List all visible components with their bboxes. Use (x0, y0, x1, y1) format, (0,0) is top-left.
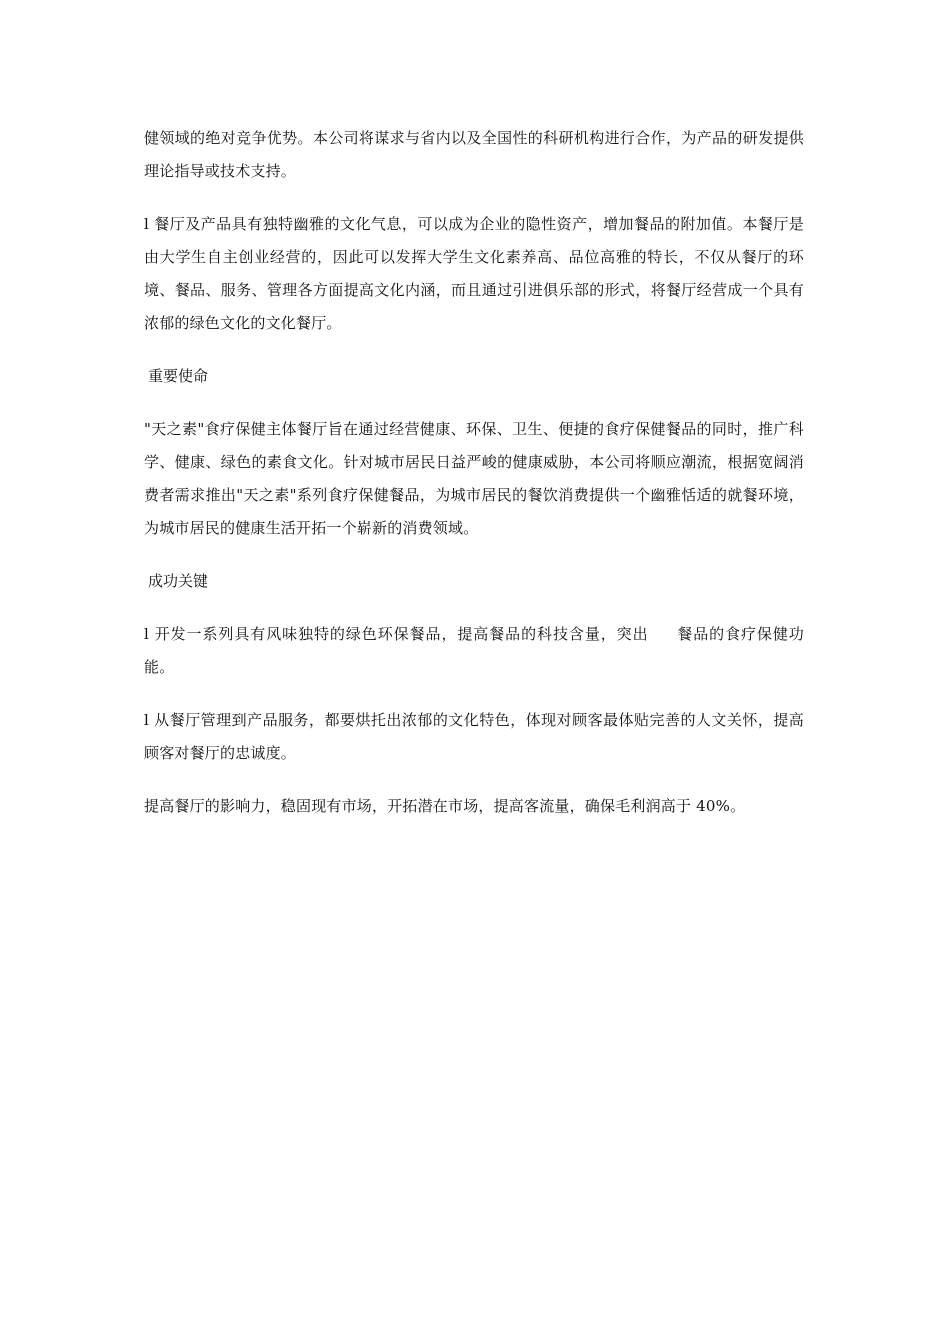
paragraph-success-1-part-a: l 开发一系列具有风味独特的绿色环保餐品，提高餐品的科技含量，突出 (144, 625, 649, 643)
document-body (144, 122, 804, 823)
paragraph-mission: "天之素"食疗保健主体餐厅旨在通过经营健康、环保、卫生、便捷的食疗保健餐品的同时，推广科学、健康、绿色的素食文化。针对城市居民日益严峻的健康威胁，本公司将顺应潮流，根据宽阔消费者需求推出"天之素"系列食疗保健餐品，为城市居民的餐饮消费提供一个幽雅恬适的就餐环境，为城市居民的健康生活开拓一个崭新的消费领域。 (144, 420, 804, 537)
paragraph-success-1-part-b: 餐品的食疗保健功能。 (144, 625, 804, 676)
paragraph-advantage: 健领域的绝对竞争优势。本公司将谋求与省内以及全国性的科研机构进行合作，为产品的研发提供理论指导或技术支持。 (144, 129, 804, 180)
heading-success-keys: 成功关键 (148, 572, 209, 590)
heading-mission: 重要使命 (148, 367, 209, 385)
paragraph-culture: l 餐厅及产品具有独特幽雅的文化气息，可以成为企业的隐性资产，增加餐品的附加值。本餐厅是由大学生自主创业经营的，因此可以发挥大学生文化素养高、品位高雅的特长，不仅从餐厅的环境、餐品、服务、管理各方面提高文化内涵，而且通过引进俱乐部的形式，将餐厅经营成一个具有浓郁的绿色文化的文化餐厅。 (144, 215, 804, 332)
paragraph-success-2: l 从餐厅管理到产品服务，都要烘托出浓郁的文化特色，体现对顾客最体贴完善的人文关怀，提高顾客对餐厅的忠诚度。 (144, 711, 804, 762)
paragraph-goal: 提高餐厅的影响力，稳固现有市场，开拓潜在市场，提高客流量，确保毛利润高于 40%。 (144, 797, 746, 815)
paragraph-success-1 (144, 618, 804, 684)
